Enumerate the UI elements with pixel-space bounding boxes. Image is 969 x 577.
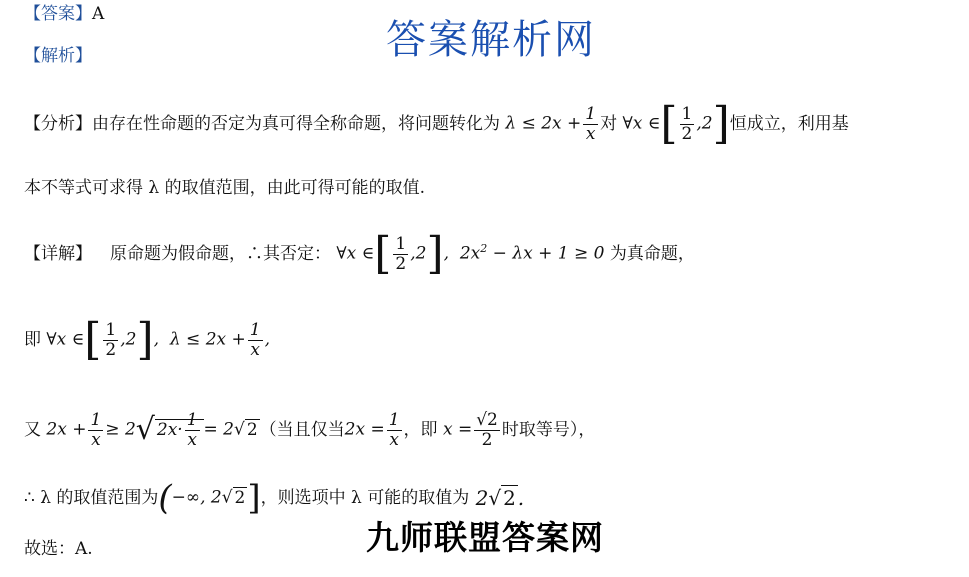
fenxi-line — [24, 96, 849, 152]
range-value: 2√ 2 . — [469, 486, 525, 510]
fenxi-label: 【分析】 — [24, 113, 92, 134]
range-interval: (−∞, 2√ 2] — [158, 478, 261, 518]
xiangjie-text-b: 为真命题， — [609, 243, 695, 264]
you-note-c: 时取等号）， — [501, 419, 596, 440]
you-cond: 2x = $\frac{1}{x}$ — [344, 409, 400, 450]
xiangjie-label: 【详解】 — [24, 243, 92, 264]
answer-value: A — [92, 4, 105, 24]
watermark-bottom: 九师联盟答案网 — [366, 518, 604, 557]
ji-prefix: 即 — [24, 329, 41, 350]
fenxi-formula: λ ≤ 2x + $\frac{1}{x}$ — [500, 103, 597, 144]
fenxi-text-a: 由存在性命题的否定为真可得全称命题，将问题转化为 — [92, 113, 500, 134]
ji-line — [24, 312, 270, 368]
ji-formula: ∀x ∈[ $\frac{1}{2}$ ,2], λ ≤ 2x + $\frac{1}{x}$ , — [41, 314, 270, 365]
analysis-label: 【解析】 — [24, 46, 92, 66]
fenxi-text-c: 恒成立，利用基 — [729, 113, 849, 134]
fenxi-interval: ∀x ∈[ $\frac{1}{2}$ ,2] — [617, 98, 730, 149]
you-x: x = $\frac{√2}{2}$ — [437, 409, 498, 450]
answer-label: 【答案】 — [24, 4, 92, 24]
fenxi-text-b: 对 — [600, 113, 618, 134]
fenxi-line2: 本不等式可求得 λ 的取值范围，由此可得可能的取值. — [24, 178, 425, 198]
range-text-a: ∴ λ 的取值范围为 — [24, 487, 159, 508]
you-prefix: 又 — [24, 419, 41, 440]
range-text-b: ，则选项中 λ 可能的取值为 — [260, 487, 470, 508]
you-note-b: ，即 — [403, 419, 438, 440]
you-note-a: （当且仅当 — [259, 419, 345, 440]
you-formula: 2x + $\frac{1}{x}$ ≥ 2√ 2x· $\frac{1}{x}$ = 2√ 2 — [41, 409, 258, 450]
final-answer: 故选：A. — [24, 539, 93, 559]
xiangjie-line — [24, 226, 695, 282]
you-line — [24, 400, 595, 460]
watermark-top: 答案解析网 — [386, 17, 596, 63]
xiangjie-interval: ∀x ∈[ $\frac{1}{2}$ ,2], $2x^2 - \lambda x + 1 \ge 0$ — [331, 228, 610, 279]
xiangjie-text-a: 原命题为假命题，∴其否定： — [110, 243, 331, 264]
answer-line — [24, 6, 104, 23]
